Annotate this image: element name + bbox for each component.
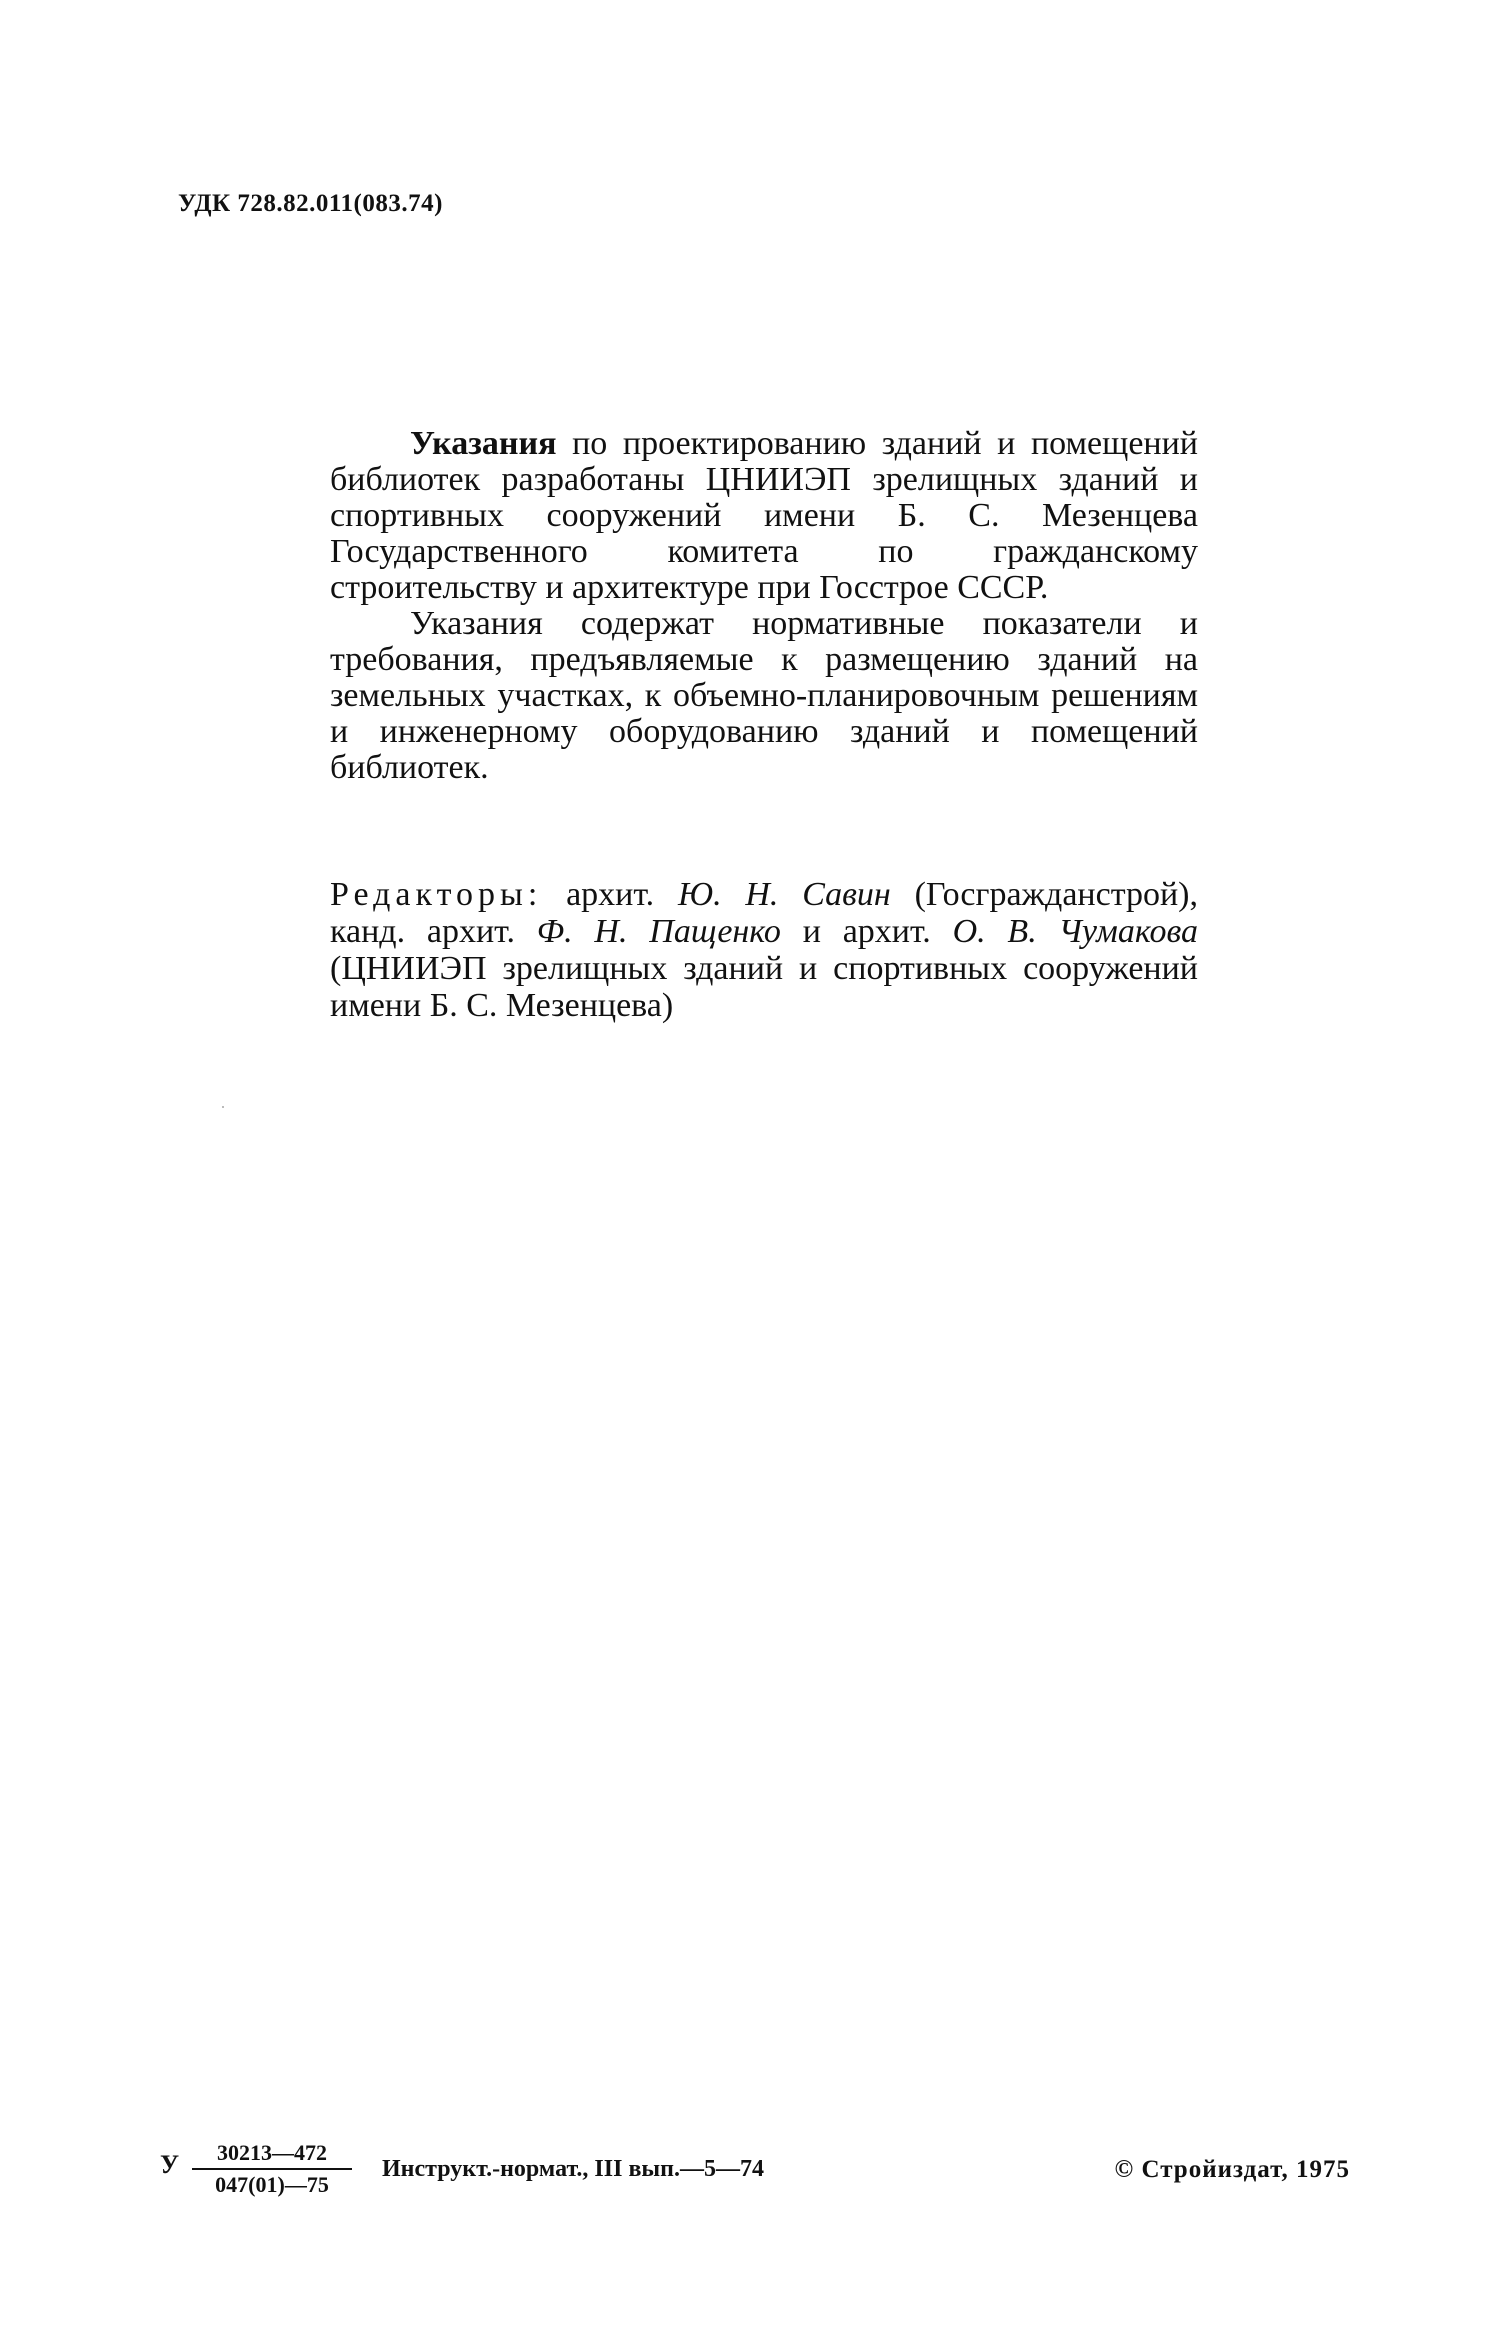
- imprint-index-fraction: [192, 2140, 352, 2198]
- editors-label: Редакторы:: [330, 876, 543, 913]
- editors-text-4: (ЦНИИЭП зрелищных зданий и спортивных сооружений имени Б. С. Мезенцева): [330, 950, 1198, 1024]
- imprint-denominator: 047(01)—75: [215, 2172, 329, 2197]
- imprint-series: Инструкт.-нормат., III вып.—5—74: [382, 2156, 764, 2182]
- scan-speck: [222, 1106, 224, 1108]
- udk-code: УДК 728.82.011(083.74): [178, 190, 443, 217]
- editors-text-3: и архит.: [780, 913, 953, 950]
- fraction-bar: [192, 2168, 352, 2170]
- editor-name-2: Ф. Н. Пащенко: [536, 913, 781, 950]
- editor-name-1: Ю. Н. Савин: [677, 876, 891, 913]
- editors-text-1: архит.: [542, 876, 678, 913]
- annotation-paragraph-1: [330, 426, 1198, 606]
- imprint-numerator: 30213—472: [217, 2140, 327, 2165]
- annotation-block: [330, 426, 1198, 786]
- editor-name-3: О. В. Чумакова: [952, 913, 1198, 950]
- imprint-u-letter: У: [160, 2150, 180, 2179]
- editors-text-2: (Госгражданстрой), канд. архит.: [330, 876, 1199, 950]
- imprint-line: [160, 2140, 1350, 2210]
- imprint-publisher: © Стройиздат, 1975: [1114, 2156, 1350, 2183]
- annotation-paragraph-1-text: по проектированию зданий и помещений библиотек разработаны ЦНИИЭП зрелищных зданий и спортивных сооружений имени Б. С. Мезенцева Государственного комитета по гражданскому строительству и архитектуре при Госстрое СССР.: [330, 425, 1198, 606]
- editors-block: [330, 876, 1198, 1024]
- annotation-lead-word: Указания: [410, 425, 557, 462]
- annotation-paragraph-2: Указания содержат нормативные показатели и требования, предъявляемые к размещению зданий на земельных участках, к объемно-планировочным решениям и инженерному оборудованию зданий и помещений библиотек.: [330, 605, 1198, 786]
